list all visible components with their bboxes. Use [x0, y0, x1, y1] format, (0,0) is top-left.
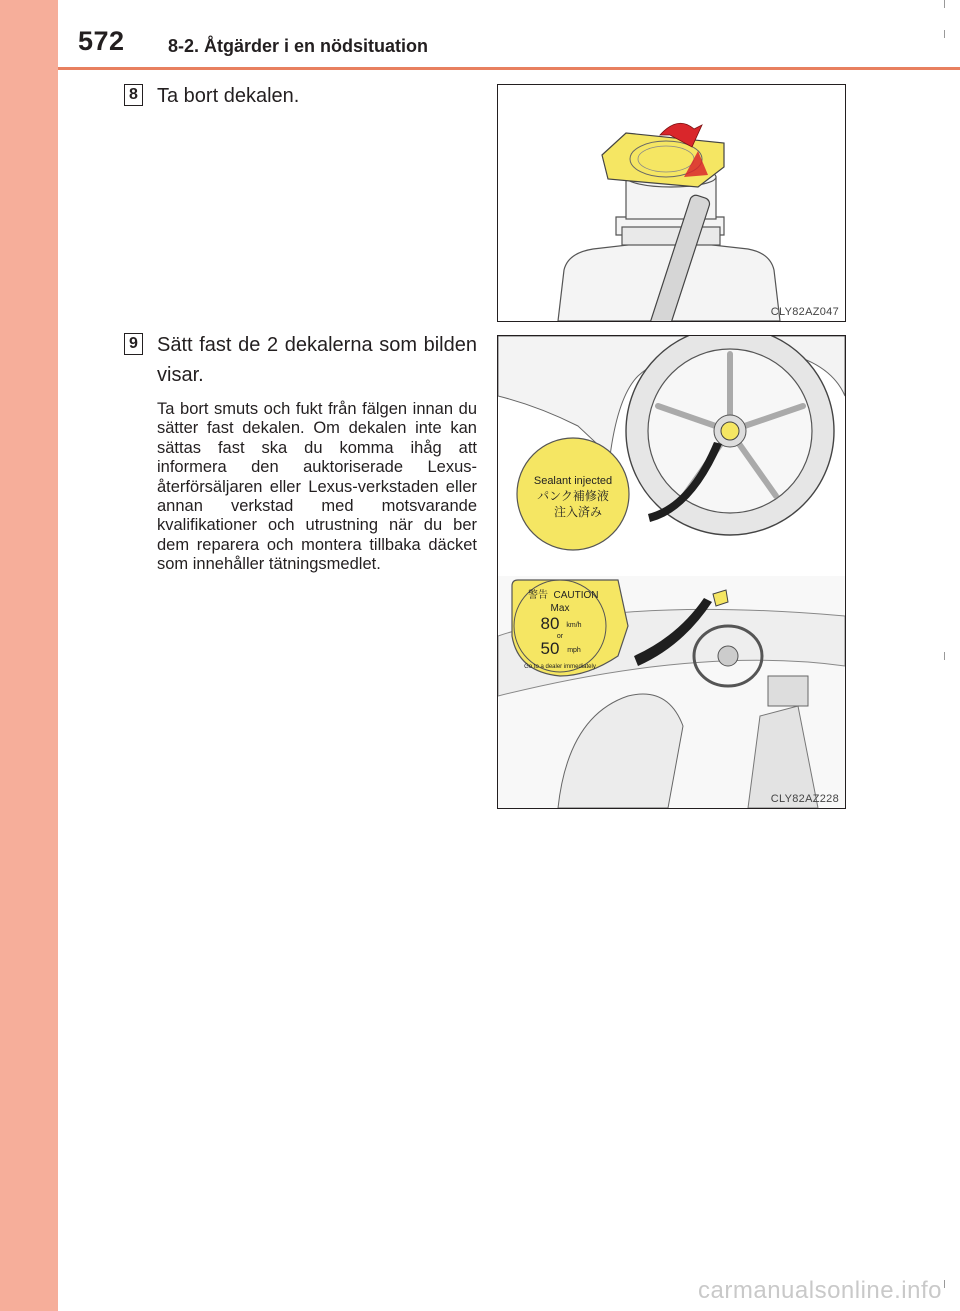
crop-mark [944, 1280, 945, 1288]
figure-attach-stickers [497, 335, 846, 809]
sticker-line-1: Sealant injected [533, 475, 613, 487]
mph-unit: mph [567, 647, 581, 654]
step-number-9: 9 [124, 333, 143, 355]
figure-code: CLY82AZ047 [770, 306, 839, 318]
or-label: or [556, 633, 564, 640]
bottle-cap-illustration [498, 85, 845, 321]
page-number: 572 [78, 26, 125, 56]
max-label: Max [550, 603, 570, 614]
mph-value: 50 [540, 639, 560, 658]
caution-label: CAUTION [553, 590, 599, 601]
crop-mark [944, 652, 945, 660]
section-title: 8-2. Åtgärder i en nödsituation [168, 36, 429, 56]
figure-code: CLY82AZ228 [770, 793, 839, 805]
valve-sticker-dot [721, 422, 739, 440]
kmh-unit: km/h [566, 622, 582, 629]
sticker-line-2: パンク補修液 [537, 489, 609, 503]
wheel-and-interior-illustration [498, 336, 845, 808]
side-margin-strip [0, 0, 58, 1311]
crop-mark [944, 30, 945, 38]
dealer-footer: Go to a dealer immediately [524, 664, 596, 670]
step-number-8: 8 [124, 84, 143, 106]
watermark: carmanualsonline.info [698, 1277, 942, 1304]
kmh-value: 80 [540, 614, 560, 633]
warning-jp-label: 警告 [528, 590, 548, 601]
step-9-text: Sätt fast de 2 dekalerna som bilden visar. [157, 334, 477, 386]
figure-remove-sticker [497, 84, 846, 322]
sticker-line-3: 注入済み [553, 505, 603, 519]
header-rule [58, 67, 960, 70]
step-8-text: Ta bort dekalen. [157, 85, 300, 107]
crop-mark [944, 0, 945, 8]
step-9-note: Ta bort smuts och fukt från fälgen innan du sätter fast dekalen. Om dekalen inte kan sättas fast ska du komma ihåg att informera den auktoriserade Lexus-återförsäljaren eller Lexus-verkstaden eller annan verkstad med motsvarande kvalifikationer och utrustning när du ber dem reparera och montera tillbaka däcket som innehåller tätningsmedlet. [157, 400, 477, 574]
